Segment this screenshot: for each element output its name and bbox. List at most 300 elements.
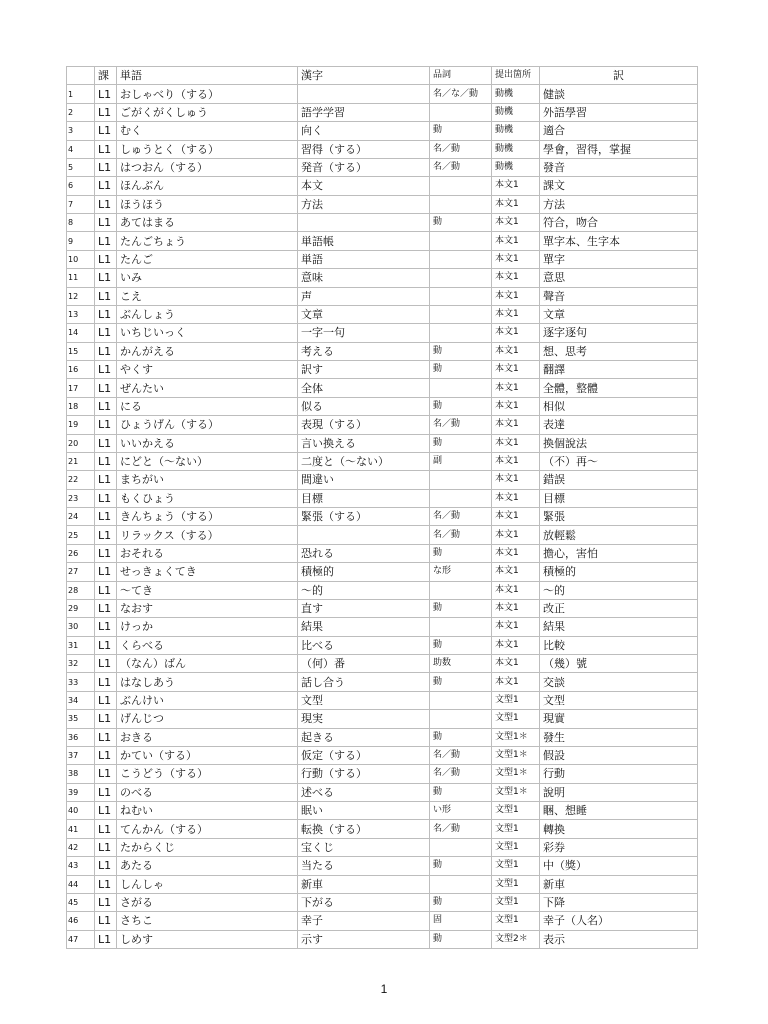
kanji-cell: 表現（する）	[298, 416, 430, 434]
source-cell: 本文1	[492, 452, 540, 470]
kanji-cell: 訳す	[298, 361, 430, 379]
pos-cell	[430, 471, 492, 489]
pos-cell	[430, 177, 492, 195]
table-body	[67, 85, 698, 949]
kanji-cell: 似る	[298, 397, 430, 415]
row-number: 13	[67, 305, 95, 323]
row-number: 32	[67, 655, 95, 673]
source-cell: 本文1	[492, 416, 540, 434]
source-cell: 本文1	[492, 526, 540, 544]
pos-cell: 名／な／動	[430, 85, 492, 103]
lesson-cell: L1	[95, 250, 117, 268]
row-number: 47	[67, 930, 95, 948]
translation-cell: 單字本、生字本	[540, 232, 698, 250]
pos-cell: 動	[430, 930, 492, 948]
lesson-cell: L1	[95, 305, 117, 323]
pos-cell: 動	[430, 728, 492, 746]
pos-cell	[430, 710, 492, 728]
pos-cell	[430, 691, 492, 709]
word-cell: いみ	[117, 269, 298, 287]
word-cell: やくす	[117, 361, 298, 379]
word-cell: しゅうとく（する）	[117, 140, 298, 158]
kanji-cell: 考える	[298, 342, 430, 360]
row-number: 5	[67, 158, 95, 176]
translation-cell: 幸子（人名）	[540, 912, 698, 930]
source-cell: 文型1	[492, 875, 540, 893]
translation-cell: 方法	[540, 195, 698, 213]
row-number: 19	[67, 416, 95, 434]
source-cell: 文型1	[492, 912, 540, 930]
pos-cell	[430, 103, 492, 121]
source-cell: 本文1	[492, 324, 540, 342]
kanji-cell: 幸子	[298, 912, 430, 930]
row-number: 18	[67, 397, 95, 415]
translation-cell: 放輕鬆	[540, 526, 698, 544]
table-row	[67, 655, 698, 673]
pos-cell: 動	[430, 636, 492, 654]
kanji-cell: 方法	[298, 195, 430, 213]
lesson-cell: L1	[95, 673, 117, 691]
lesson-cell: L1	[95, 232, 117, 250]
source-cell: 本文1	[492, 599, 540, 617]
kanji-cell: 比べる	[298, 636, 430, 654]
lesson-cell: L1	[95, 103, 117, 121]
source-cell: 文型1	[492, 820, 540, 838]
pos-cell: 名／動	[430, 820, 492, 838]
pos-cell	[430, 250, 492, 268]
translation-cell: 行動	[540, 765, 698, 783]
lesson-cell: L1	[95, 544, 117, 562]
word-cell: ごがくがくしゅう	[117, 103, 298, 121]
table-row	[67, 912, 698, 930]
table-row	[67, 710, 698, 728]
pos-cell: 名／動	[430, 746, 492, 764]
lesson-cell: L1	[95, 214, 117, 232]
row-number: 33	[67, 673, 95, 691]
word-cell: にどと（～ない）	[117, 452, 298, 470]
translation-cell: 睏、想睡	[540, 802, 698, 820]
lesson-cell: L1	[95, 526, 117, 544]
lesson-cell: L1	[95, 655, 117, 673]
kanji-cell: 眠い	[298, 802, 430, 820]
word-cell: もくひょう	[117, 489, 298, 507]
lesson-cell: L1	[95, 710, 117, 728]
source-cell: 本文1	[492, 287, 540, 305]
lesson-cell: L1	[95, 471, 117, 489]
pos-cell: 副	[430, 452, 492, 470]
word-cell: ぶんしょう	[117, 305, 298, 323]
source-cell: 動機	[492, 158, 540, 176]
table-row	[67, 122, 698, 140]
translation-cell: 翻譯	[540, 361, 698, 379]
word-cell: いちじいっく	[117, 324, 298, 342]
translation-cell: 全體，整體	[540, 379, 698, 397]
translation-cell: 說明	[540, 783, 698, 801]
kanji-cell: 文型	[298, 691, 430, 709]
lesson-cell: L1	[95, 416, 117, 434]
table-row	[67, 930, 698, 948]
table-row	[67, 85, 698, 103]
row-number: 34	[67, 691, 95, 709]
kanji-cell: 直す	[298, 599, 430, 617]
lesson-cell: L1	[95, 85, 117, 103]
word-cell: さがる	[117, 893, 298, 911]
kanji-cell: 積極的	[298, 563, 430, 581]
table-row	[67, 342, 698, 360]
source-cell: 本文1	[492, 250, 540, 268]
row-number: 20	[67, 434, 95, 452]
source-cell: 本文1	[492, 563, 540, 581]
source-cell: 本文1	[492, 618, 540, 636]
kanji-cell: 緊張（する）	[298, 508, 430, 526]
source-cell: 文型1	[492, 838, 540, 856]
translation-cell: 外語學習	[540, 103, 698, 121]
translation-cell: 表示	[540, 930, 698, 948]
source-cell: 本文1	[492, 434, 540, 452]
lesson-cell: L1	[95, 857, 117, 875]
translation-cell: 單字	[540, 250, 698, 268]
row-number: 1	[67, 85, 95, 103]
word-cell: きんちょう（する）	[117, 508, 298, 526]
row-number: 12	[67, 287, 95, 305]
table-row	[67, 526, 698, 544]
word-cell: こうどう（する）	[117, 765, 298, 783]
table-row	[67, 875, 698, 893]
translation-cell: 換個說法	[540, 434, 698, 452]
table-row	[67, 857, 698, 875]
word-cell: ぜんたい	[117, 379, 298, 397]
translation-cell: 轉換	[540, 820, 698, 838]
word-cell: にる	[117, 397, 298, 415]
word-cell: かてい（する）	[117, 746, 298, 764]
source-cell: 本文1	[492, 269, 540, 287]
row-number: 22	[67, 471, 95, 489]
header-word: 単語	[117, 67, 298, 85]
kanji-cell: 全体	[298, 379, 430, 397]
word-cell: むく	[117, 122, 298, 140]
source-cell: 文型1	[492, 691, 540, 709]
row-number: 23	[67, 489, 95, 507]
pos-cell: 動	[430, 673, 492, 691]
row-number: 43	[67, 857, 95, 875]
translation-cell: 現實	[540, 710, 698, 728]
table-row	[67, 838, 698, 856]
row-number: 2	[67, 103, 95, 121]
kanji-cell: 言い換える	[298, 434, 430, 452]
translation-cell: 意思	[540, 269, 698, 287]
lesson-cell: L1	[95, 875, 117, 893]
translation-cell: 交談	[540, 673, 698, 691]
source-cell: 文型1	[492, 802, 540, 820]
pos-cell: い形	[430, 802, 492, 820]
source-cell: 文型1＊	[492, 728, 540, 746]
table-row	[67, 287, 698, 305]
table-row	[67, 581, 698, 599]
table-row	[67, 544, 698, 562]
word-cell: たんご	[117, 250, 298, 268]
pos-cell: 動	[430, 599, 492, 617]
pos-cell	[430, 269, 492, 287]
lesson-cell: L1	[95, 452, 117, 470]
row-number: 9	[67, 232, 95, 250]
source-cell: 本文1	[492, 342, 540, 360]
pos-cell: 動	[430, 434, 492, 452]
row-number: 40	[67, 802, 95, 820]
pos-cell	[430, 379, 492, 397]
lesson-cell: L1	[95, 287, 117, 305]
lesson-cell: L1	[95, 820, 117, 838]
lesson-cell: L1	[95, 397, 117, 415]
word-cell: リラックス（する）	[117, 526, 298, 544]
kanji-cell: 述べる	[298, 783, 430, 801]
kanji-cell: 二度と（～ない）	[298, 452, 430, 470]
word-cell: ぶんけい	[117, 691, 298, 709]
header-translation: 訳	[540, 67, 698, 85]
source-cell: 本文1	[492, 397, 540, 415]
translation-cell: 文型	[540, 691, 698, 709]
word-cell: （なん）ばん	[117, 655, 298, 673]
row-number: 16	[67, 361, 95, 379]
row-number: 6	[67, 177, 95, 195]
lesson-cell: L1	[95, 599, 117, 617]
kanji-cell: 結果	[298, 618, 430, 636]
lesson-cell: L1	[95, 158, 117, 176]
kanji-cell: 本文	[298, 177, 430, 195]
pos-cell: 名／動	[430, 508, 492, 526]
translation-cell: 下降	[540, 893, 698, 911]
lesson-cell: L1	[95, 691, 117, 709]
translation-cell: 聲音	[540, 287, 698, 305]
table-row	[67, 379, 698, 397]
pos-cell	[430, 581, 492, 599]
translation-cell: 符合，吻合	[540, 214, 698, 232]
source-cell: 本文1	[492, 195, 540, 213]
source-cell: 文型1＊	[492, 765, 540, 783]
pos-cell: 名／動	[430, 158, 492, 176]
kanji-cell: 語学学習	[298, 103, 430, 121]
source-cell: 動機	[492, 103, 540, 121]
table-row	[67, 820, 698, 838]
table-row	[67, 214, 698, 232]
pos-cell	[430, 838, 492, 856]
source-cell: 動機	[492, 85, 540, 103]
pos-cell: 動	[430, 857, 492, 875]
kanji-cell	[298, 85, 430, 103]
row-number: 37	[67, 746, 95, 764]
lesson-cell: L1	[95, 324, 117, 342]
kanji-cell	[298, 214, 430, 232]
kanji-cell: 一字一句	[298, 324, 430, 342]
lesson-cell: L1	[95, 930, 117, 948]
lesson-cell: L1	[95, 912, 117, 930]
translation-cell: ～的	[540, 581, 698, 599]
translation-cell: 目標	[540, 489, 698, 507]
lesson-cell: L1	[95, 838, 117, 856]
word-cell: ～てき	[117, 581, 298, 599]
table-row	[67, 563, 698, 581]
pos-cell	[430, 875, 492, 893]
table-row	[67, 893, 698, 911]
table-row	[67, 673, 698, 691]
kanji-cell: 単語	[298, 250, 430, 268]
pos-cell	[430, 287, 492, 305]
row-number: 15	[67, 342, 95, 360]
row-number: 3	[67, 122, 95, 140]
table-row	[67, 618, 698, 636]
table-row	[67, 397, 698, 415]
row-number: 29	[67, 599, 95, 617]
kanji-cell: 当たる	[298, 857, 430, 875]
table-row	[67, 361, 698, 379]
kanji-cell: 宝くじ	[298, 838, 430, 856]
source-cell: 本文1	[492, 581, 540, 599]
table-row	[67, 140, 698, 158]
pos-cell: な形	[430, 563, 492, 581]
kanji-cell: 行動（する）	[298, 765, 430, 783]
pos-cell: 動	[430, 361, 492, 379]
pos-cell: 名／動	[430, 765, 492, 783]
table-row	[67, 599, 698, 617]
pos-cell	[430, 232, 492, 250]
source-cell: 本文1	[492, 636, 540, 654]
word-cell: おきる	[117, 728, 298, 746]
lesson-cell: L1	[95, 765, 117, 783]
table-row	[67, 177, 698, 195]
kanji-cell: 間違い	[298, 471, 430, 489]
row-number: 11	[67, 269, 95, 287]
kanji-cell: 仮定（する）	[298, 746, 430, 764]
table-row	[67, 728, 698, 746]
row-number: 14	[67, 324, 95, 342]
lesson-cell: L1	[95, 122, 117, 140]
row-number: 36	[67, 728, 95, 746]
header-part-of-speech: 品詞	[430, 67, 492, 85]
row-number: 21	[67, 452, 95, 470]
source-cell: 本文1	[492, 544, 540, 562]
translation-cell: 發生	[540, 728, 698, 746]
translation-cell: 想、思考	[540, 342, 698, 360]
word-cell: あたる	[117, 857, 298, 875]
page-number: 1	[380, 982, 388, 996]
pos-cell	[430, 618, 492, 636]
source-cell: 本文1	[492, 379, 540, 397]
word-cell: けっか	[117, 618, 298, 636]
word-cell: せっきょくてき	[117, 563, 298, 581]
kanji-cell: 文章	[298, 305, 430, 323]
pos-cell	[430, 305, 492, 323]
lesson-cell: L1	[95, 269, 117, 287]
table-row	[67, 508, 698, 526]
lesson-cell: L1	[95, 379, 117, 397]
pos-cell: 固	[430, 912, 492, 930]
row-number: 42	[67, 838, 95, 856]
row-number: 41	[67, 820, 95, 838]
pos-cell: 名／動	[430, 416, 492, 434]
source-cell: 本文1	[492, 305, 540, 323]
translation-cell: 表達	[540, 416, 698, 434]
word-cell: しめす	[117, 930, 298, 948]
lesson-cell: L1	[95, 746, 117, 764]
pos-cell	[430, 195, 492, 213]
pos-cell: 動	[430, 397, 492, 415]
translation-cell: （不）再～	[540, 452, 698, 470]
header-number	[67, 67, 95, 85]
word-cell: たからくじ	[117, 838, 298, 856]
source-cell: 本文1	[492, 232, 540, 250]
source-cell: 本文1	[492, 673, 540, 691]
word-cell: なおす	[117, 599, 298, 617]
lesson-cell: L1	[95, 893, 117, 911]
translation-cell: 結果	[540, 618, 698, 636]
row-number: 28	[67, 581, 95, 599]
vocabulary-table	[66, 66, 698, 949]
row-number: 30	[67, 618, 95, 636]
word-cell: しんしゃ	[117, 875, 298, 893]
row-number: 10	[67, 250, 95, 268]
translation-cell: 改正	[540, 599, 698, 617]
word-cell: おしゃべり（する）	[117, 85, 298, 103]
kanji-cell: 発音（する）	[298, 158, 430, 176]
row-number: 38	[67, 765, 95, 783]
word-cell: さちこ	[117, 912, 298, 930]
pos-cell: 動	[430, 342, 492, 360]
translation-cell: 中（獎）	[540, 857, 698, 875]
lesson-cell: L1	[95, 783, 117, 801]
source-cell: 本文1	[492, 177, 540, 195]
table-row	[67, 195, 698, 213]
kanji-cell: 声	[298, 287, 430, 305]
word-cell: はつおん（する）	[117, 158, 298, 176]
lesson-cell: L1	[95, 489, 117, 507]
pos-cell: 助数	[430, 655, 492, 673]
header-source: 提出箇所	[492, 67, 540, 85]
row-number: 39	[67, 783, 95, 801]
kanji-cell	[298, 526, 430, 544]
lesson-cell: L1	[95, 177, 117, 195]
lesson-cell: L1	[95, 636, 117, 654]
kanji-cell: 現実	[298, 710, 430, 728]
table-row	[67, 746, 698, 764]
table-row	[67, 434, 698, 452]
word-cell: まちがい	[117, 471, 298, 489]
table-row	[67, 636, 698, 654]
lesson-cell: L1	[95, 618, 117, 636]
kanji-cell: 意味	[298, 269, 430, 287]
lesson-cell: L1	[95, 581, 117, 599]
lesson-cell: L1	[95, 140, 117, 158]
translation-cell: 逐字逐句	[540, 324, 698, 342]
source-cell: 本文1	[492, 489, 540, 507]
translation-cell: 學會，習得，掌握	[540, 140, 698, 158]
table-row	[67, 250, 698, 268]
lesson-cell: L1	[95, 342, 117, 360]
source-cell: 本文1	[492, 655, 540, 673]
translation-cell: 發音	[540, 158, 698, 176]
lesson-cell: L1	[95, 802, 117, 820]
row-number: 24	[67, 508, 95, 526]
table-row	[67, 783, 698, 801]
table-row	[67, 471, 698, 489]
source-cell: 文型1	[492, 857, 540, 875]
lesson-cell: L1	[95, 361, 117, 379]
table-row	[67, 765, 698, 783]
translation-cell: 適合	[540, 122, 698, 140]
kanji-cell: 目標	[298, 489, 430, 507]
table-row	[67, 232, 698, 250]
word-cell: いいかえる	[117, 434, 298, 452]
translation-cell: 擔心，害怕	[540, 544, 698, 562]
pos-cell: 動	[430, 122, 492, 140]
